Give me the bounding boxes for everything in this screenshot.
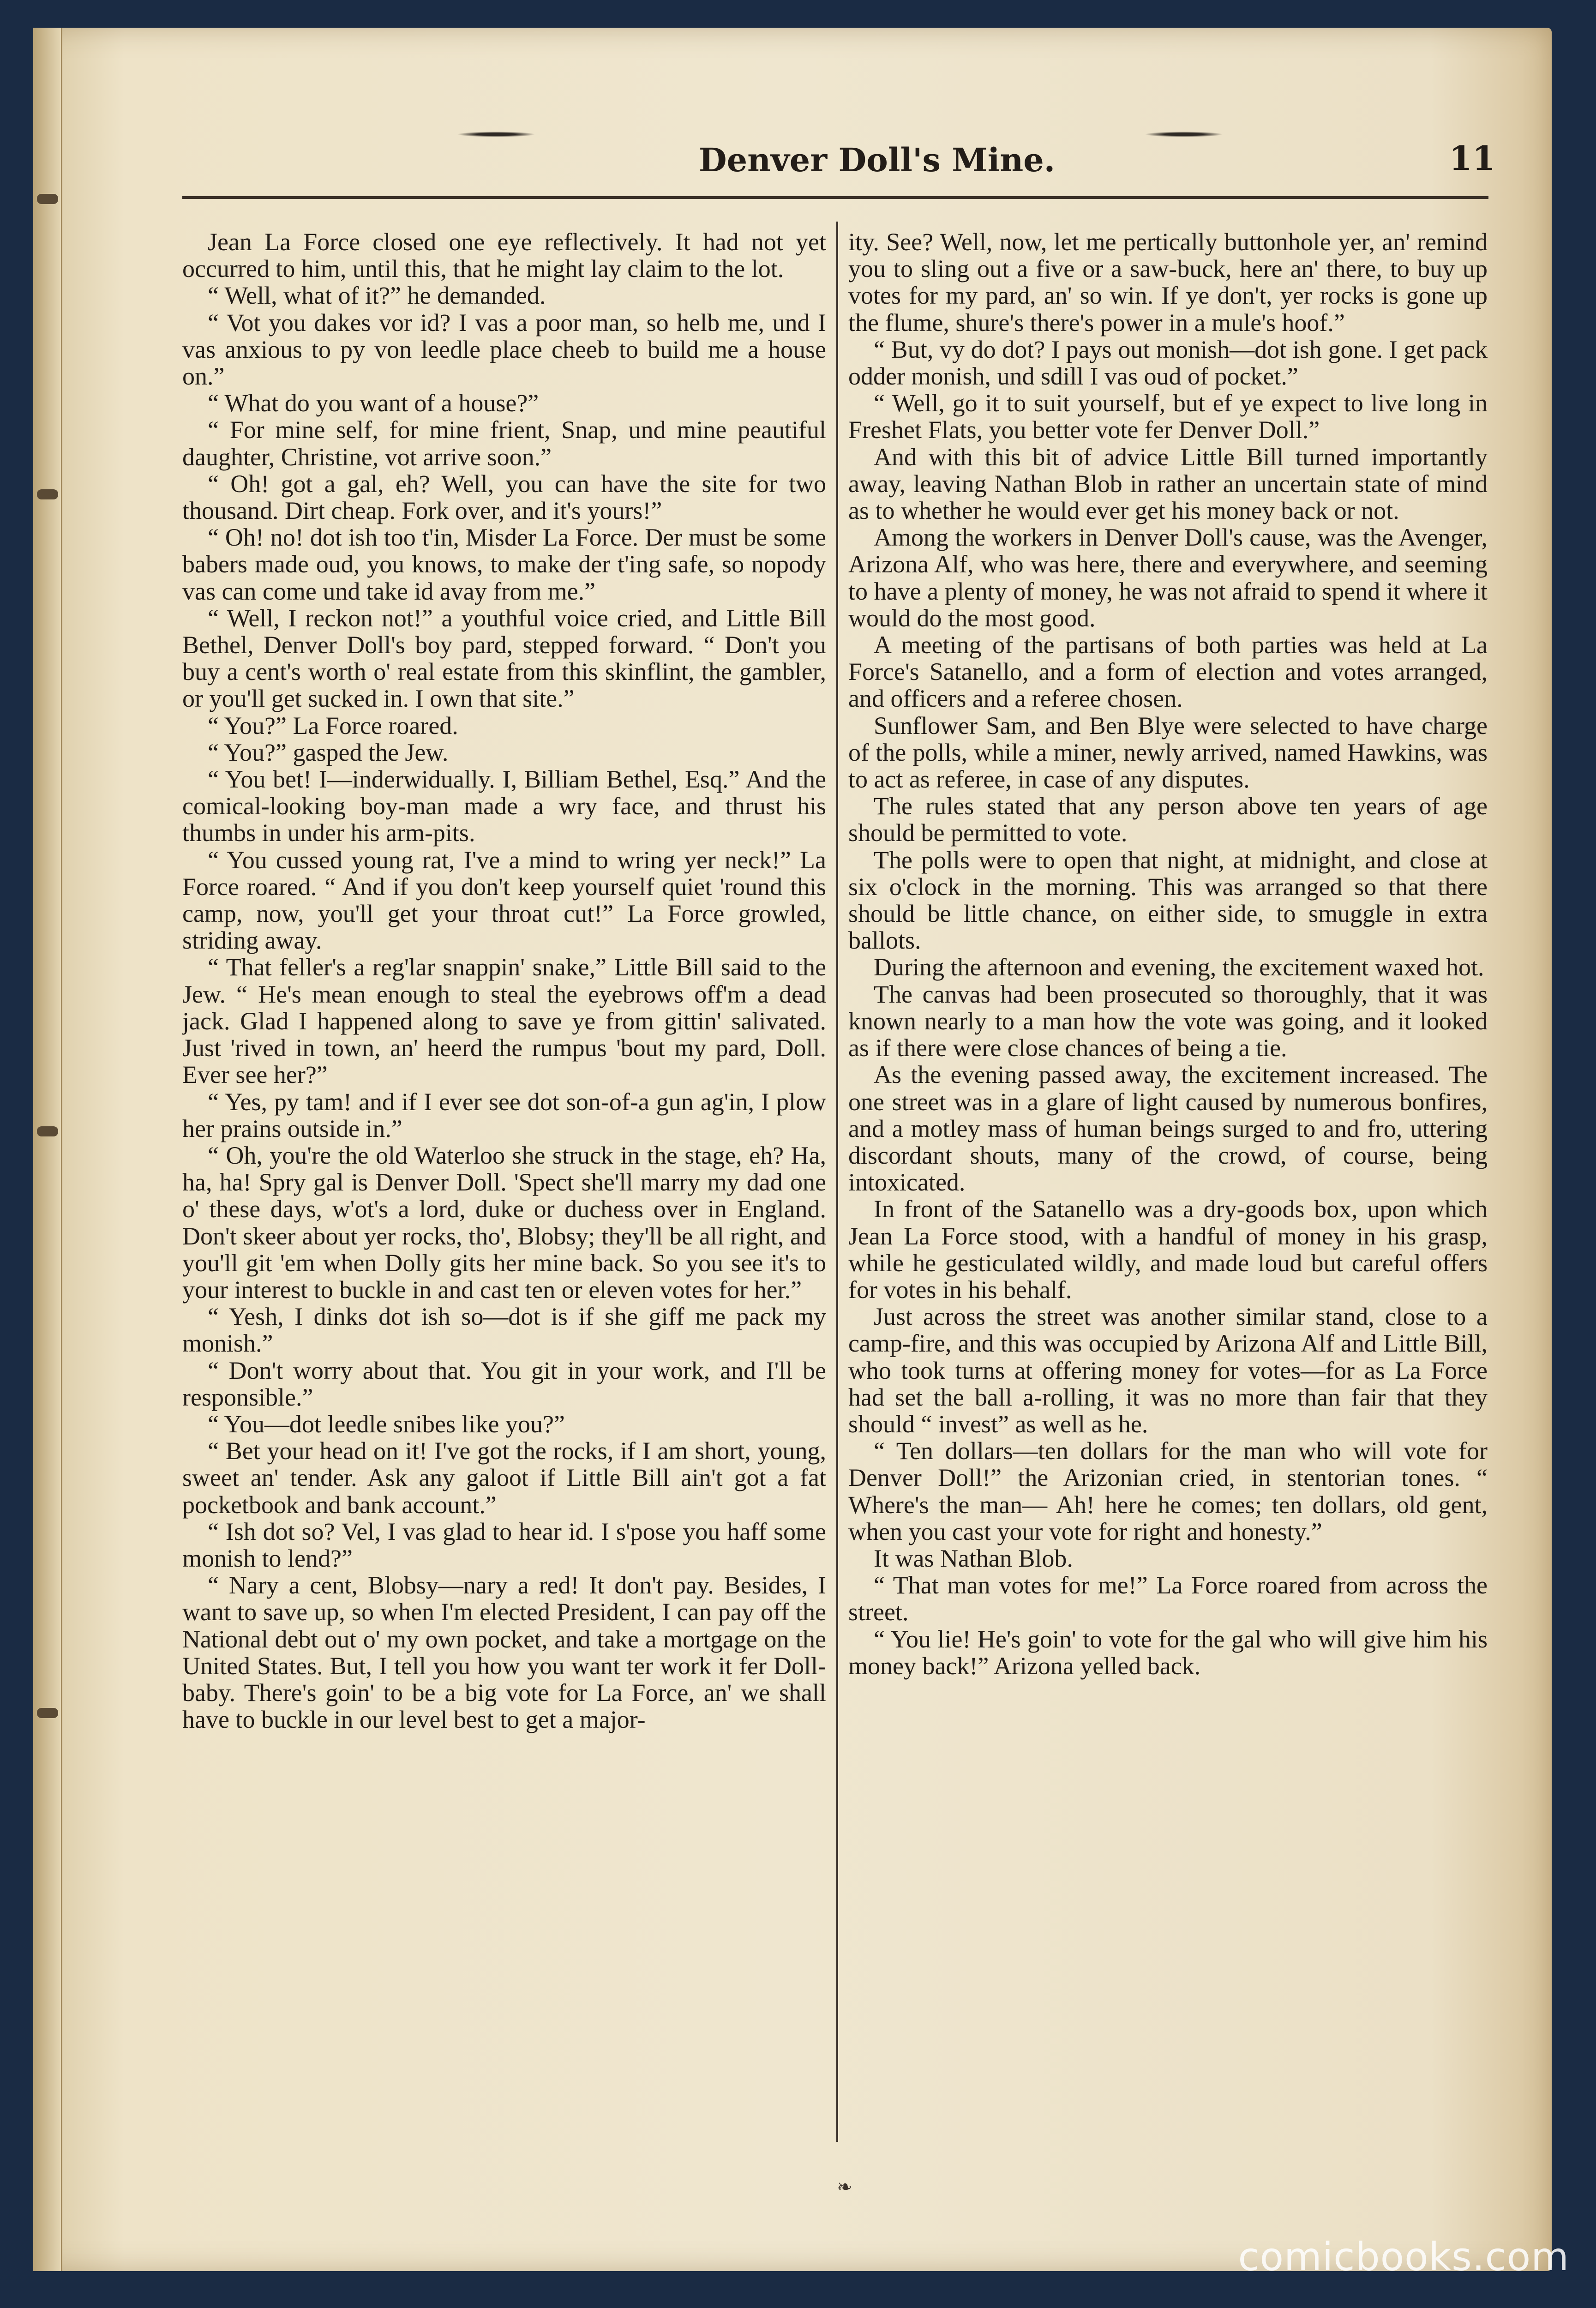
staple	[37, 1708, 58, 1718]
paragraph: “ Yesh, I dinks dot ish so—dot is if she giff me pack my monish.”	[182, 1303, 826, 1358]
header-ornament-left	[457, 132, 535, 137]
paragraph: It was Nathan Blob.	[874, 1544, 1073, 1572]
running-title: Denver Doll's Mine.	[698, 141, 1056, 179]
paragraph: “ You?” La Force roared.	[208, 711, 458, 739]
paragraph: During the afternoon and evening, the excitement waxed hot.	[874, 953, 1484, 981]
paragraph: “ That man votes for me!” La Force roared from across the street.	[848, 1571, 1488, 1626]
paragraph-continued: ity. See? Well, now, let me pertically buttonhole yer, an' remind you to sling out a five or a saw-buck, here an' there, to buy up votes for my pard, an' so win. If ye don't, yer rocks is gone up the flume, shure's there's power in a mule's hoof.”	[848, 228, 1488, 337]
page-number: 11	[1449, 138, 1495, 178]
column-divider	[836, 222, 838, 2142]
paragraph: “ Bet your head on it! I've got the rocks, if I am short, young, sweet an' tender. Ask any galoot if Little Bill ain't got a fat pocketbook and bank account.”	[182, 1437, 826, 1519]
paragraph: “ Vot you dakes vor id? I vas a poor man, so helb me, und I vas anxious to py von leedle place cheeb to build me a house on.”	[182, 308, 826, 391]
binding-edge	[33, 28, 62, 2271]
paragraph: “ Well, I reckon not!” a youthful voice cried, and Little Bill Bethel, Denver Doll's boy pard, stepped forward. “ Don't you buy a cent's worth o' real estate from this skinflint, the gambler, or you'll get sucked in. I own that site.”	[182, 604, 826, 713]
paragraph: The rules stated that any person above ten years of age should be permitted to vote.	[848, 792, 1488, 847]
staple	[37, 194, 58, 204]
left-column	[182, 228, 826, 2140]
paragraph: In front of the Satanello was a dry-goods box, upon which Jean La Force stood, with a handful of money in his grasp, while he gesticulated wildly, and made loud but careful offers for votes in his behalf.	[848, 1195, 1488, 1304]
paragraph: A meeting of the partisans of both parties was held at La Force's Satanello, and a form of election and votes arranged, and officers and a referee chosen.	[848, 631, 1488, 713]
paragraph: Among the workers in Denver Doll's cause, was the Avenger, Arizona Alf, who was here, there and everywhere, and seeming to have a plenty of money, he was not afraid to spend it where it would do the most good.	[848, 523, 1488, 632]
staple	[37, 489, 58, 499]
paragraph: Sunflower Sam, and Ben Blye were selected to have charge of the polls, while a miner, newly arrived, named Hawkins, was to act as referee, in case of any disputes.	[848, 711, 1488, 793]
paragraph: “ You cussed young rat, I've a mind to wring yer neck!” La Force roared. “ And if you don't keep yourself quiet 'round this camp, now, you'll get your throat cut!” La Force growled, striding away.	[182, 846, 826, 955]
staple	[37, 1126, 58, 1136]
paragraph: “ Well, go it to suit yourself, but ef ye expect to live long in Freshet Flats, you better vote fer Denver Doll.”	[848, 389, 1488, 444]
watermark: comicbooks.com	[1238, 2234, 1569, 2279]
paragraph: “ Nary a cent, Blobsy—nary a red! It don't pay. Besides, I want to save up, so when I'm elected President, I can pay off the National debt out o' my own pocket, and take a mortgage on the United States. But, I tell you how you want ter work it fer Doll-baby. There's goin' to be a big vote for La Force, an' we shall have to buckle in our level best to get a major-	[182, 1571, 826, 1734]
paragraph: “ You—dot leedle snibes like you?”	[208, 1410, 565, 1438]
header-ornament-right	[1145, 132, 1223, 137]
paragraph: “ Ten dollars—ten dollars for the man who will vote for Denver Doll!” the Arizonian cried, in stentorian tones. “ Where's the man— Ah! here he comes; ten dollars, old gent, when you cast your vote for right and honesty.”	[848, 1437, 1488, 1545]
paragraph: “ But, vy do dot? I pays out monish—dot ish gone. I get pack odder monish, und sdill I vas oud of pocket.”	[848, 335, 1488, 391]
paragraph: As the evening passed away, the excitement increased. The one street was in a glare of light caused by numerous bonfires, and a motley mass of human beings surged to and fro, uttering discordant shouts, many of the crowd, of course, being intoxicated.	[848, 1061, 1488, 1196]
paragraph: “ For mine self, for mine frient, Snap, und mine peautiful daughter, Christine, vot arrive soon.”	[182, 416, 826, 471]
paragraph: “ You bet! I—inderwidually. I, Billiam Bethel, Esq.” And the comical-looking boy-man made a wry face, and thrust his thumbs in under his arm-pits.	[182, 765, 826, 847]
paragraph: “ You lie! He's goin' to vote for the gal who will give him his money back!” Arizona yelled back.	[848, 1625, 1488, 1680]
paragraph: “ Don't worry about that. You git in your work, and I'll be responsible.”	[182, 1356, 826, 1411]
paragraph: And with this bit of advice Little Bill turned importantly away, leaving Nathan Blob in rather an uncertain state of mind as to whether he would ever get his money back or not.	[848, 443, 1488, 525]
header-rule	[182, 196, 1488, 199]
paragraph: “ You?” gasped the Jew.	[208, 738, 449, 766]
paragraph: The polls were to open that night, at midnight, and close at six o'clock in the morning. This was arranged so that there should be little chance, on either side, to smuggle in extra ballots.	[848, 846, 1488, 955]
footer-ornament-icon: ❧	[837, 2176, 852, 2198]
paragraph: Just across the street was another similar stand, close to a camp-fire, and this was occupied by Arizona Alf and Little Bill, who took turns at offering money for votes—for as La Force had set the ball a-rolling, it was no more than fair that they should “ invest” as well as he.	[848, 1303, 1488, 1438]
paragraph: “ What do you want of a house?”	[208, 389, 539, 417]
paragraph: “ Oh! no! dot ish too t'in, Misder La Force. Der must be some babers made oud, you knows, to make der t'ing safe, so nopody vas can come und take id avay from me.”	[182, 523, 826, 605]
paragraph: “ Ish dot so? Vel, I vas glad to hear id. I s'pose you haff some monish to lend?”	[182, 1517, 826, 1572]
right-column	[848, 228, 1488, 2140]
paragraph: “ Oh! got a gal, eh? Well, you can have the site for two thousand. Dirt cheap. Fork over, and it's yours!”	[182, 469, 826, 525]
paragraph: “ That feller's a reg'lar snappin' snake,” Little Bill said to the Jew. “ He's mean enough to steal the eyebrows off'm a dead jack. Glad I happened along to save ye from gittin' salivated. Just 'rived in town, an' heerd the rumpus 'bout my pard, Doll. Ever see her?”	[182, 953, 826, 1089]
paragraph: The canvas had been prosecuted so thoroughly, that it was known nearly to a man how the vote was going, and it looked as if there were close chances of being a tie.	[848, 980, 1488, 1062]
paragraph: Jean La Force closed one eye reflectively. It had not yet occurred to him, until this, that he might lay claim to the lot.	[182, 228, 826, 283]
paragraph: “ Well, what of it?” he demanded.	[208, 282, 546, 310]
paragraph: “ Yes, py tam! and if I ever see dot son-of-a gun ag'in, I plow her prains outside in.”	[182, 1088, 826, 1142]
paragraph: “ Oh, you're the old Waterloo she struck in the stage, eh? Ha, ha, ha! Spry gal is Denver Doll. 'Spect she'll marry my dad one o' these days, w'ot's a lord, duke or duchess over in England. Don't skeer about yer rocks, tho', Blobsy; they'll be all right, and you'll git 'em when Dolly gits her mine back. So you see it's to your interest to buckle in and cast ten or eleven votes for her.”	[182, 1141, 826, 1304]
